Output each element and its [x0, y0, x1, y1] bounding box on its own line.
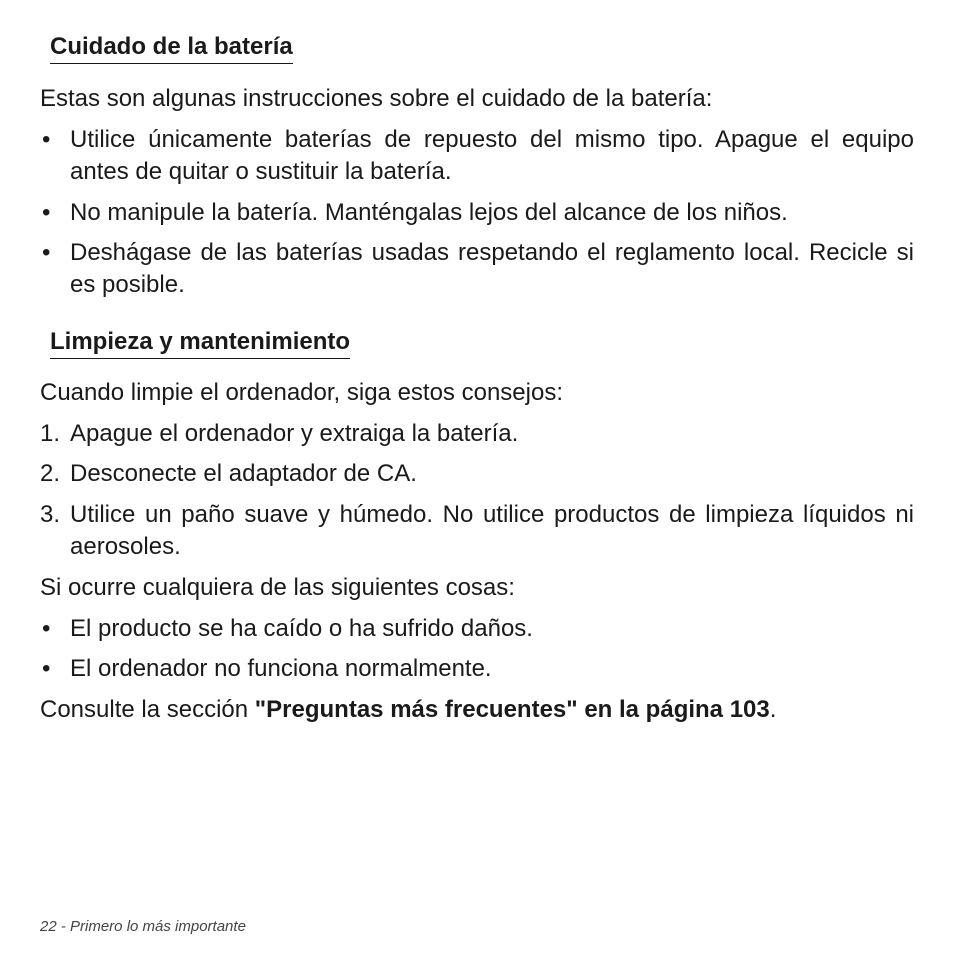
battery-list-item-text: Deshágase de las baterías usadas respetando el reglamento local. Recicle si es posible. — [70, 239, 914, 298]
bullet-marker: • — [42, 655, 51, 682]
cleaning-step — [40, 458, 914, 490]
cleaning-step — [40, 499, 914, 563]
faq-cross-reference[interactable]: "Preguntas más frecuentes" en la página 103 — [254, 696, 770, 723]
battery-intro-paragraph: Estas son algunas instrucciones sobre el cuidado de la batería: — [40, 85, 713, 112]
conditions-intro-paragraph: Si ocurre cualquiera de las siguientes cosas: — [40, 574, 515, 601]
bullet-marker: • — [42, 199, 51, 226]
battery-list-item-text: No manipule la batería. Manténgalas lejos del alcance de los niños. — [70, 199, 788, 226]
battery-list-item — [40, 197, 914, 229]
cleaning-step-text: Apague el ordenador y extraiga la batería. — [70, 420, 519, 447]
page-footer: 22 - Primero lo más importante — [40, 918, 246, 935]
consult-suffix: . — [769, 696, 777, 723]
battery-list-item — [40, 237, 914, 301]
step-number: 3. — [40, 501, 61, 528]
section-heading-cleaning: Limpieza y mantenimiento — [50, 327, 350, 359]
step-number: 2. — [40, 460, 61, 487]
battery-list-item — [40, 124, 914, 188]
condition-list-item-text: El ordenador no funciona normalmente. — [70, 655, 492, 682]
bullet-marker: • — [42, 126, 51, 153]
battery-list-item-text: Utilice únicamente baterías de repuesto del mismo tipo. Apague el equipo antes de quitar o sustituir la batería. — [70, 126, 914, 185]
cleaning-step — [40, 418, 914, 450]
bullet-marker: • — [42, 239, 51, 266]
bullet-marker: • — [42, 615, 51, 642]
consult-paragraph — [40, 694, 914, 726]
condition-list-item — [40, 653, 914, 685]
cleaning-step-text: Utilice un paño suave y húmedo. No utilice productos de limpieza líquidos ni aerosoles. — [70, 501, 914, 560]
consult-prefix: Consulte la sección — [40, 696, 255, 723]
section-heading-battery-care: Cuidado de la batería — [50, 32, 293, 64]
condition-list-item-text: El producto se ha caído o ha sufrido daños. — [70, 615, 533, 642]
step-number: 1. — [40, 420, 61, 447]
cleaning-intro-paragraph: Cuando limpie el ordenador, siga estos consejos: — [40, 379, 563, 406]
condition-list-item — [40, 613, 914, 645]
cleaning-step-text: Desconecte el adaptador de CA. — [70, 460, 417, 487]
